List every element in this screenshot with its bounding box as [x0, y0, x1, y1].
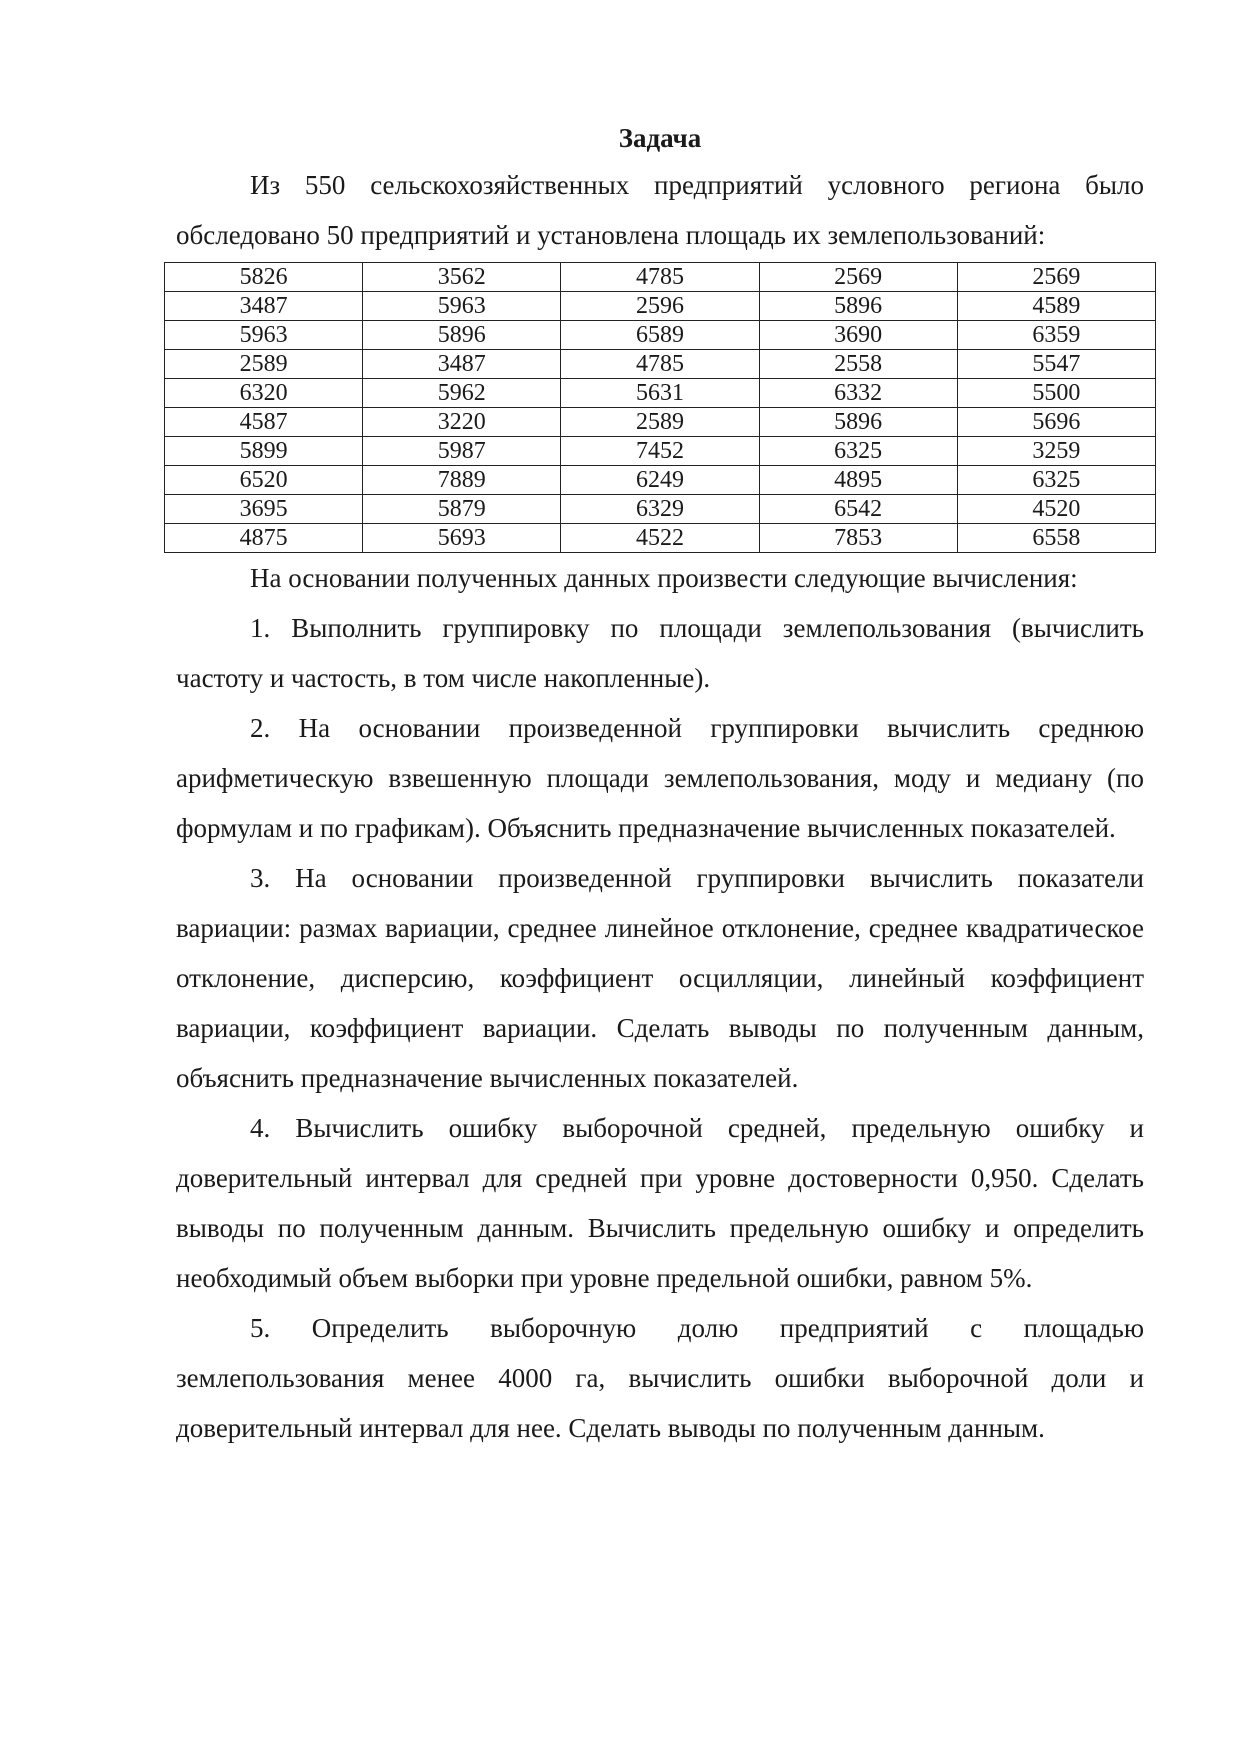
table-cell: 5547 — [957, 350, 1155, 379]
table-cell: 7853 — [759, 524, 957, 553]
table-cell: 2589 — [561, 408, 759, 437]
table-cell: 2569 — [759, 263, 957, 292]
table-cell: 4895 — [759, 466, 957, 495]
table-cell: 3695 — [165, 495, 363, 524]
table-cell: 5987 — [363, 437, 561, 466]
table-cell: 5963 — [363, 292, 561, 321]
table-cell: 3562 — [363, 263, 561, 292]
table-cell: 5963 — [165, 321, 363, 350]
table-row — [165, 379, 1156, 408]
table-row — [165, 495, 1156, 524]
table-cell: 4785 — [561, 350, 759, 379]
table-cell: 2558 — [759, 350, 957, 379]
task-item-3: 3. На основании произведенной группировки вычислить показатели вариации: размах вариации, среднее линейное отклонение, среднее квадратическое отклонение, дисперсию, коэффициент осцилляции, линейный коэффициент вариации, коэффициент вариации. Сделать выводы по полученным данным, объяснить предназначение вычисленных показателей. — [176, 863, 1144, 1093]
table-cell: 3690 — [759, 321, 957, 350]
table-cell: 6249 — [561, 466, 759, 495]
table-cell: 5693 — [363, 524, 561, 553]
table-cell: 5696 — [957, 408, 1155, 437]
table-cell: 3487 — [363, 350, 561, 379]
table-cell: 5962 — [363, 379, 561, 408]
table-row — [165, 292, 1156, 321]
intro-paragraph: Из 550 сельскохозяйственных предприятий условного региона было обследовано 50 предприятий и установлена площадь их землепользований: — [176, 170, 1144, 250]
table-cell: 6520 — [165, 466, 363, 495]
land-area-table — [164, 262, 1156, 553]
table-cell: 7889 — [363, 466, 561, 495]
table-cell: 4522 — [561, 524, 759, 553]
table-cell: 3487 — [165, 292, 363, 321]
table-cell: 6359 — [957, 321, 1155, 350]
table-cell: 6332 — [759, 379, 957, 408]
table-cell: 4589 — [957, 292, 1155, 321]
table-row — [165, 263, 1156, 292]
table-cell: 7452 — [561, 437, 759, 466]
page-title: Задача — [618, 123, 702, 153]
table-row — [165, 350, 1156, 379]
task-item-4: 4. Вычислить ошибку выборочной средней, предельную ошибку и доверительный интервал для средней при уровне достоверности 0,950. Сделать выводы по полученным данным. Вычислить предельную ошибку и определить необходимый объем выборки при уровне предельной ошибки, равном 5%. — [176, 1113, 1144, 1293]
table-cell: 3259 — [957, 437, 1155, 466]
table-cell: 5896 — [363, 321, 561, 350]
table-row — [165, 408, 1156, 437]
table-row — [165, 321, 1156, 350]
task-item-1: 1. Выполнить группировку по площади землепользования (вычислить частоту и частость, в том числе накопленные). — [176, 613, 1144, 693]
table-cell: 5826 — [165, 263, 363, 292]
table-cell: 3220 — [363, 408, 561, 437]
table-cell: 5879 — [363, 495, 561, 524]
table-cell: 6325 — [957, 466, 1155, 495]
table-cell: 4785 — [561, 263, 759, 292]
table-cell: 4587 — [165, 408, 363, 437]
table-cell: 4520 — [957, 495, 1155, 524]
table-cell: 6329 — [561, 495, 759, 524]
table-cell: 2596 — [561, 292, 759, 321]
lead-in-paragraph: На основании полученных данных произвести следующие вычисления: — [250, 563, 1078, 593]
table-row — [165, 437, 1156, 466]
table-row — [165, 524, 1156, 553]
table-cell: 5899 — [165, 437, 363, 466]
table-row — [165, 466, 1156, 495]
table-cell: 5500 — [957, 379, 1155, 408]
table-cell: 6558 — [957, 524, 1155, 553]
table-cell: 5896 — [759, 408, 957, 437]
table-cell: 6320 — [165, 379, 363, 408]
table-cell: 5631 — [561, 379, 759, 408]
table-cell: 4875 — [165, 524, 363, 553]
table-cell: 5896 — [759, 292, 957, 321]
table-cell: 2569 — [957, 263, 1155, 292]
table-cell: 6325 — [759, 437, 957, 466]
task-item-2: 2. На основании произведенной группировки вычислить среднюю арифметическую взвешенную площади землепользования, моду и медиану (по формулам и по графикам). Объяснить предназначение вычисленных показателей. — [176, 713, 1144, 843]
land-area-table-body — [165, 263, 1156, 553]
table-cell: 6542 — [759, 495, 957, 524]
document-body — [176, 116, 1144, 1453]
table-cell: 6589 — [561, 321, 759, 350]
table-cell: 2589 — [165, 350, 363, 379]
task-item-5: 5. Определить выборочную долю предприятий с площадью землепользования менее 4000 га, вычислить ошибки выборочной доли и доверительный интервал для нее. Сделать выводы по полученным данным. — [176, 1313, 1144, 1443]
